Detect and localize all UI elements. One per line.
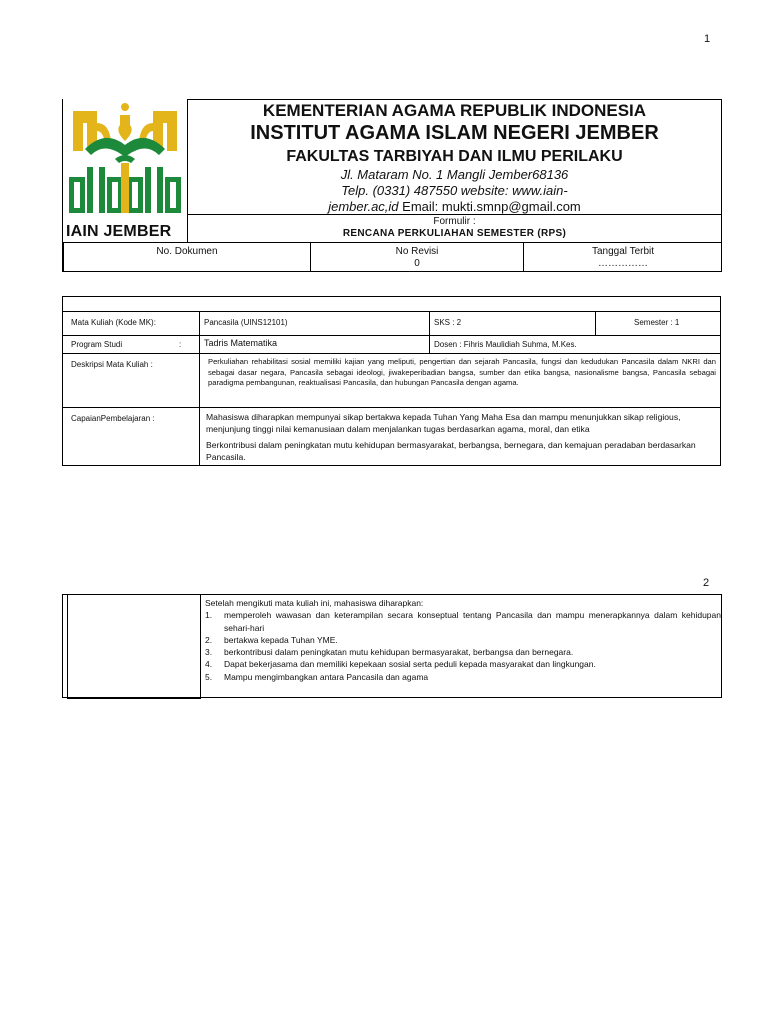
learning-outcomes-label-cell	[67, 595, 201, 699]
address	[188, 167, 721, 215]
form-label: Formulir :	[433, 216, 476, 227]
logo-text: IAIN JEMBER	[66, 223, 172, 240]
issue-date-label: Tanggal Terbit	[591, 246, 655, 257]
institute-title: INSTITUT AGAMA ISLAM NEGERI JEMBER	[250, 122, 659, 144]
outcome-row	[63, 407, 720, 465]
description-label: Deskripsi Mata Kuliah :	[67, 354, 200, 407]
list-number: 4.	[205, 659, 213, 670]
address-website: jember.ac,id	[328, 199, 399, 214]
list-number: 5.	[205, 671, 213, 682]
list-text: berkontribusi dalam peningkatan mutu kehidupan bermasyarakat, berbangsa dan bernegara.	[224, 647, 574, 658]
document-header	[62, 99, 721, 272]
address-line-1: Jl. Mataram No. 1 Mangli Jember68136	[340, 167, 569, 182]
sks-value: SKS : 2	[430, 312, 596, 335]
revision-value: 0	[414, 258, 420, 269]
list-number: 2.	[205, 634, 213, 645]
learning-outcomes-list	[205, 609, 721, 683]
page-number: 1	[704, 33, 711, 45]
list-text: bertakwa kepada Tuhan YME.	[224, 634, 338, 645]
outcome-label: CapaianPembelajaran :	[67, 408, 200, 465]
list-item	[205, 671, 721, 683]
outcome-2: Berkontribusi dalam peningkatan mutu kehidupan bermasyarakat, berbangsa, bernegara, dan kemajuan peradaban berdasarkan Pancasila.	[206, 440, 696, 462]
program-label-cell	[67, 336, 200, 353]
description-text: Perkuliahan rehabilitasi sosial memiliki kajian yang meliputi, pengertian dan sejarah Pancasila, fungsi dan kedudukan Pancasila dalam NKRI dan sebagai dasar negara, Pancasila sebagai ideologi, jiwakeperibadian bangsa, sumber dan etika bangsa, nasionalisme bangsa, Pancasila sebagai paradigma pembangunan, reaktualisasi Pancasila, dan hubungan Pancasila dengan agama.	[208, 357, 716, 388]
outcome-1: Mahasiswa diharapkan mempunyai sikap bertakwa kepada Tuhan Yang Maha Esa dan mampu menunjukkan sikap religious, menjunjung tinggi nilai kemanusiaan dalam menjalankan tugas berdasarkan agama, moral, dan etika	[206, 412, 681, 434]
document-info-row	[63, 242, 722, 272]
list-item	[205, 658, 721, 670]
doc-number-label: No. Dokumen	[156, 246, 218, 257]
description-row	[63, 353, 720, 407]
list-item	[205, 609, 721, 634]
list-text: Dapat bekerjasama dan memiliki kepekaan sosial serta peduli kepada masyarakat dan lingkungan.	[224, 659, 596, 670]
course-table	[62, 296, 721, 466]
list-number: 3.	[205, 647, 213, 658]
address-email: Email: mukti.smnp@gmail.com	[398, 199, 581, 214]
revision-cell	[310, 243, 523, 271]
learning-outcomes-intro: Setelah mengikuti mata kuliah ini, mahasiswa diharapkan:	[205, 598, 424, 608]
issue-date-value: ……………	[598, 258, 648, 269]
lecturer-value: Dosen : Fihris Maulidiah Suhma, M.Kes.	[434, 340, 577, 349]
program-label: Program Studi	[71, 340, 123, 349]
list-number: 1.	[205, 610, 213, 621]
list-text: memperoleh wawasan dan keterampilan secara konseptual tentang Pancasila dan mampu menerapkannya dalam kehidupan sehari-hari	[224, 610, 721, 633]
address-line-2: Telp. (0331) 487550 website: www.iain-	[341, 183, 568, 198]
semester-value: Semester : 1	[634, 318, 680, 327]
list-item	[205, 634, 721, 646]
logo	[63, 99, 187, 242]
page-number: 2	[703, 577, 710, 589]
learning-outcomes-content	[205, 597, 721, 683]
list-item	[205, 646, 721, 658]
program-colon: :	[179, 340, 182, 349]
issue-date-cell	[523, 243, 722, 271]
program-row	[63, 335, 720, 353]
ministry-title: KEMENTERIAN AGAMA REPUBLIK INDONESIA	[262, 101, 647, 120]
outcome-text	[200, 408, 720, 465]
program-value: Tadris Matematika	[200, 336, 430, 353]
form-name: RENCANA PERKULIAHAN SEMESTER (RPS)	[342, 228, 567, 239]
course-label: Mata Kuliah (Kode MK):	[67, 312, 200, 335]
learning-outcomes-box	[62, 594, 722, 698]
course-value: Pancasila (UINS12101)	[200, 312, 430, 335]
faculty-title: FAKULTAS TARBIYAH DAN ILMU PERILAKU	[286, 148, 623, 165]
form-box	[187, 214, 722, 242]
doc-number-cell	[64, 243, 310, 271]
course-row	[63, 311, 720, 335]
list-text: Mampu mengimbangkan antara Pancasila dan agama	[224, 671, 429, 682]
iain-jember-logo-icon	[65, 101, 185, 223]
revision-label: No Revisi	[395, 246, 439, 257]
